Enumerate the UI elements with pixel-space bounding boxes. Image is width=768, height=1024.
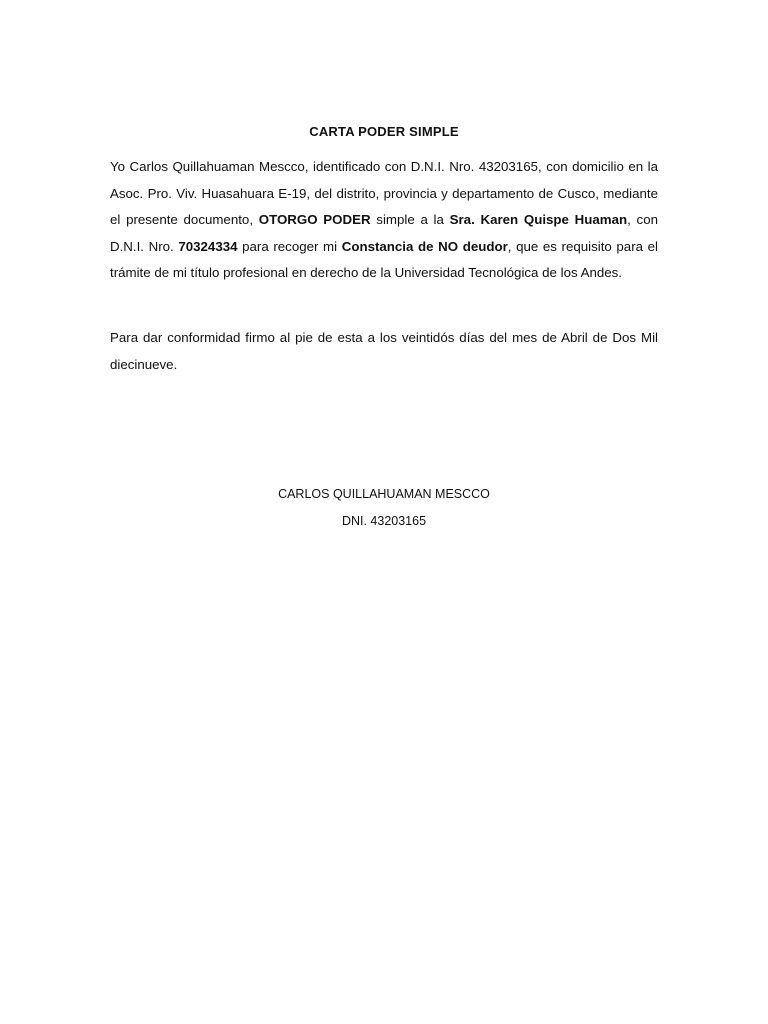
body-paragraph-2: Para dar conformidad firmo al pie de esta a los veintidós días del mes de Abril de Dos Mil diecinueve. [110,330,658,372]
paragraph-1-text-4: para recoger mi [237,238,342,254]
bold-otorgo-poder: OTORGO PODER [258,212,371,228]
paragraph-1-text-2: simple a la [370,212,450,228]
bold-representative-name: Sra. Karen Quispe Huaman [449,212,628,228]
paragraph-1-text-1: Yo Carlos Quillahuaman Mescco, identificado con D.N.I. Nro. 43203165, con domicilio en la Asoc. Pro. Viv. Huasahuara E-19, del distrito, provincia y departamento de Cusco, mediante el presente documento, [110,159,658,228]
body-paragraph-1 [110,154,658,287]
document-title: CARTA PODER SIMPLE [309,124,459,139]
signature-name: CARLOS QUILLAHUAMAN MESCCO [278,487,490,501]
paragraph-1-text-3: , con D.N.I. Nro. [110,212,658,254]
signature-dni: DNI. 43203165 [341,514,427,528]
bold-representative-dni: 70324334 [178,238,238,254]
paragraph-1-text-5: , que es requisito para el trámite de mi título profesional en derecho de la Universidad Tecnológica de los Andes. [110,238,658,281]
bold-constancia: Constancia de NO deudor [341,238,508,254]
